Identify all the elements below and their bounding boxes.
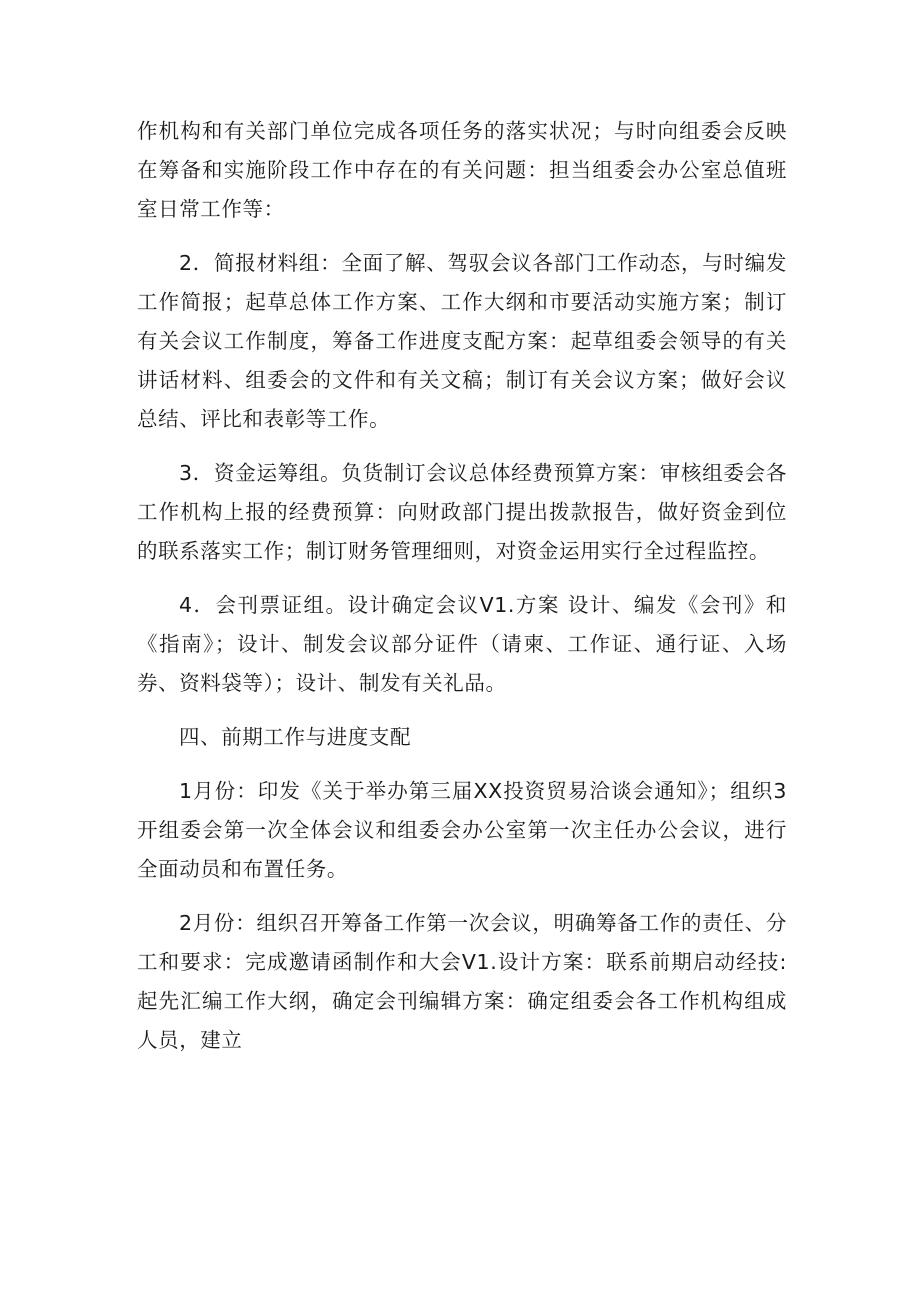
paragraph-item-4-publication-tickets-group: 4．会刊票证组。设计确定会议V1.方案 设计、编发《会刊》和《指南》；设计、制发会议部分证件（请柬、工作证、通行证、入场券、资料袋等）；设计、制发有关礼品。 (137, 593, 787, 695)
section-heading: 四、前期工作与进度支配 (179, 725, 412, 749)
paragraph-schedule-february: 2月份：组织召开筹备工作第一次会议，明确筹备工作的责任、分工和要求：完成邀请函制作和大会V1.设计方案：联系前期启动经技:起先汇编工作大纲，确定会刊编辑方案：确定组委会各工作机构组成人员，建立 (137, 911, 787, 1052)
document-body (137, 112, 787, 1075)
paragraph-item-2-briefing-materials-group: 2．简报材料组：全面了解、驾驭会议各部门工作动态，与时编发工作简报；起草总体工作方案、工作大纲和市要活动实施方案；制订有关会议工作制度，筹备工作进度支配方案：起草组委会领导的有关讲话材料、组委会的文件和有关文稿；制订有关会议方案；做好会议总结、评比和表彰等工作。 (137, 251, 787, 431)
paragraph-schedule-january: 1月份：印发《关于举办第三届XX投资贸易洽谈会通知》；组织3开组委会第一次全体会议和组委会办公室第一次主任办公会议，进行全面动员和布置任务。 (137, 779, 787, 881)
paragraph-continuation: 作机构和有关部门单位完成各项任务的落实状况；与时向组委会反映在筹备和实施阶段工作中存在的有关问题：担当组委会办公室总值班室日常工作等： (137, 119, 787, 221)
paragraph-item-3-funding-group: 3．资金运筹组。负货制订会议总体经费预算方案：审核组委会各工作机构上报的经费预算：向财政部门提出拨款报告，做好资金到位的联系落实工作；制订财务管理细则，对资金运用实行全过程监控。 (137, 461, 787, 563)
